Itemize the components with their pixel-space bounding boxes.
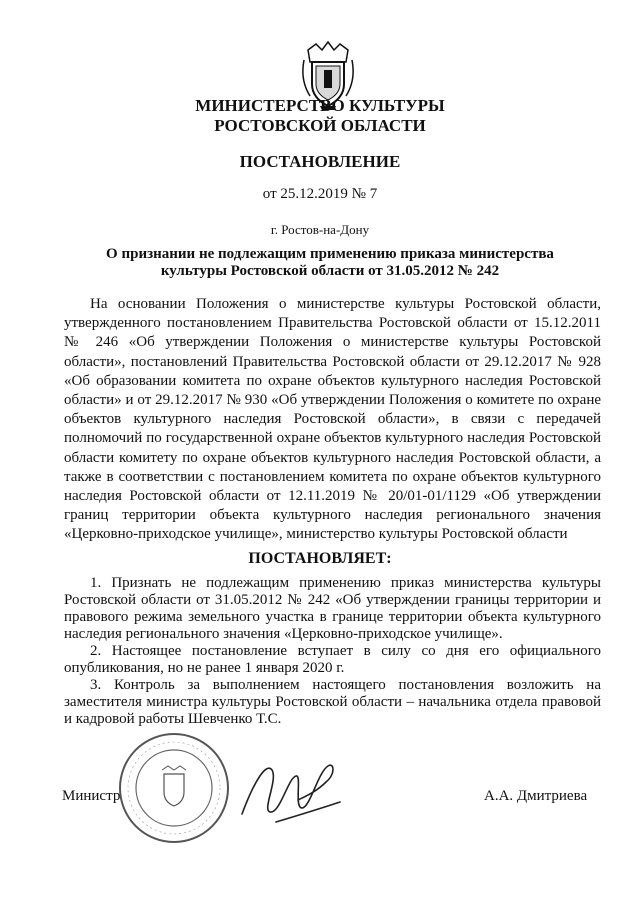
document-title-line1: О признании не подлежащим применению приказа министерства	[106, 246, 554, 262]
document-date-number: от 25.12.2019 № 7	[262, 186, 378, 202]
decree-item-2: 2. Настоящее постановление вступает в силу со дня его официального опубликования, но не ранее 1 января 2020 г.	[64, 643, 601, 676]
document-type: ПОСТАНОВЛЕНИЕ	[239, 152, 401, 171]
signatory-position: Министр	[62, 788, 121, 804]
preamble-paragraph: На основании Положения о министерстве культуры Ростовской области, утвержденного постановлением Правительства Ростовской области от 15.12.2011 № 246 «Об утверждении Положения о министерстве культуры Ростовской области», постановлений Правительства Ростовской области от 29.12.2017 № 928 «Об образовании комитета по охране объектов культурного наследия Ростовской области» и от 29.12.2017 № 930 «Об утверждении Положения о комитете по охране объектов культурного наследия Ростовской области», в связи с передачей полномочий по государственной охране объектов культурного наследия Ростовской области комитету по охране объектов культурного наследия Ростовской области, а также в соответствии с постановлением комитета по охране объектов культурного наследия Ростовской области от 12.11.2019 № 20/01-01/1129 «Об утверждении границ территории объекта культурного наследия регионального значения «Церковно-приходское училище», министерство культуры Ростовской области	[64, 296, 601, 543]
ministry-name-line2: РОСТОВСКОЙ ОБЛАСТИ	[214, 116, 426, 135]
decree-items	[64, 575, 601, 728]
round-seal-icon	[116, 730, 232, 846]
ministry-name	[0, 96, 640, 136]
decree-item-1: 1. Признать не подлежащим применению приказ министерства культуры Ростовской области от 31.05.2012 № 242 «Об утверждении границы территории и правового режима земельного участка в границе территории объекта культурного наследия регионального значения «Церковно-приходское училище».	[64, 575, 601, 642]
decree-item-3: 3. Контроль за выполнением настоящего постановления возложить на заместителя министра культуры Ростовской области – начальника отдела правовой и кадровой работы Шевченко Т.С.	[64, 677, 601, 727]
handwritten-signature-icon	[236, 752, 346, 832]
document-place: г. Ростов-на-Дону	[270, 222, 370, 237]
decrees-heading: ПОСТАНОВЛЯЕТ:	[248, 550, 392, 567]
signatory-name: А.А. Дмитриева	[484, 788, 588, 804]
document-title	[95, 246, 565, 280]
ministry-name-line1: МИНИСТЕРСТВО КУЛЬТУРЫ	[195, 96, 445, 115]
document-title-line2: культуры Ростовской области от 31.05.2012 № 242	[160, 263, 500, 279]
